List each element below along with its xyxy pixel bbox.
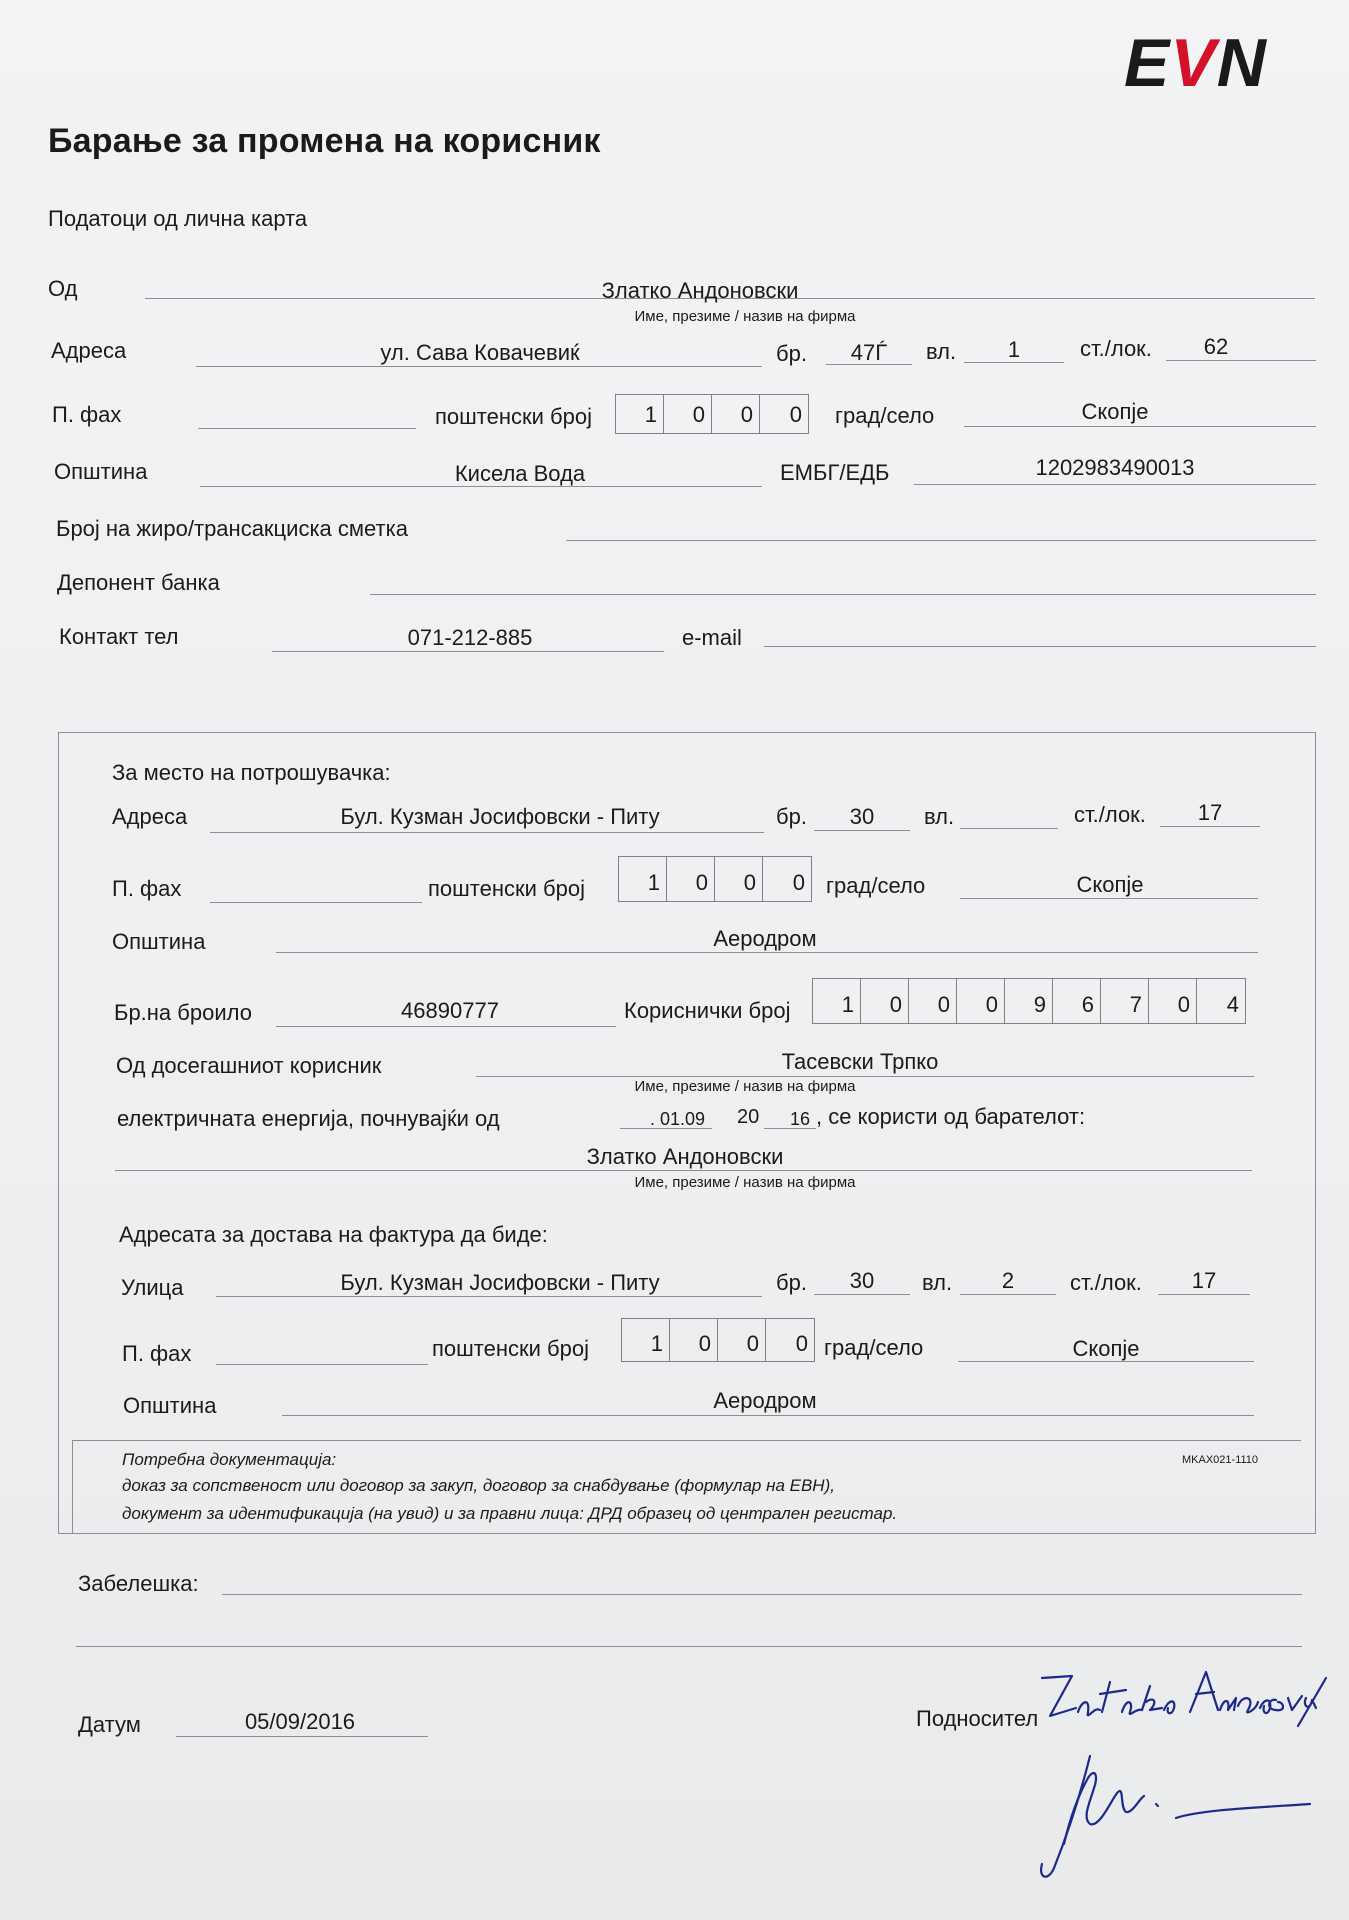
adresa-field[interactable]: ул. Сава Ковачевиќ [380,340,580,365]
start-day-month[interactable]: . 01.09 [650,1109,706,1129]
documentation-heading: Потребна документација: [122,1450,337,1469]
date-field[interactable]: 05/09/2016 [244,1709,356,1734]
section2-heading: За место на потрошувачка: [112,760,391,785]
od-label: Од [48,276,78,301]
section3-heading: Адресата за достава на фактура да биде: [119,1222,548,1247]
s3-vl-label: вл. [922,1270,953,1295]
account-field[interactable] [566,540,1316,541]
br-label: бр. [776,341,807,366]
s3-postal-code-boxes[interactable]: 1 0 0 0 [621,1318,815,1362]
s2-br-label: бр. [776,804,807,829]
s2-pfah-label: П. фах [112,876,182,901]
s2-st-field[interactable]: 17 [1197,800,1223,825]
s2-postal-label: поштенски број [428,876,585,901]
energy-suffix: , се користи од барателот: [816,1104,1086,1129]
prev-user-field[interactable]: Тасевски Трпко [781,1049,939,1074]
s3-st-label: ст./лок. [1070,1270,1142,1295]
s2-opstina-field[interactable]: Аеродром [713,926,817,951]
s2-grad-field[interactable]: Скопје [1076,872,1144,897]
start-year[interactable]: 16 [790,1109,811,1129]
note-field[interactable] [222,1594,1302,1595]
s2-vl-field[interactable] [960,828,1058,829]
opstina-field[interactable]: Кисела Вода [454,461,586,486]
s3-br-field[interactable]: 30 [849,1268,875,1293]
form-title: Барање за промена на корисник [48,122,601,160]
embg-field[interactable]: 1202983490013 [1035,455,1195,480]
note-label: Забелешка: [78,1571,199,1596]
s3-vl-field[interactable]: 2 [1001,1268,1015,1293]
vl-field[interactable]: 1 [1007,337,1021,362]
s3-opstina-field[interactable]: Аеродром [713,1388,817,1413]
pfah-field[interactable] [198,428,416,429]
evn-logo: EVN [1124,25,1267,101]
section1-heading: Податоци од лична карта [48,206,308,231]
handwritten-signature[interactable] [1030,1668,1340,1918]
grad-field[interactable]: Скопје [1081,399,1149,424]
applicant-label: Подносител [916,1706,1039,1731]
s3-postal-label: поштенски број [432,1336,589,1361]
s3-pfah-label: П. фах [122,1341,192,1366]
bank-label: Депонент банка [57,570,220,595]
prev-user-label: Од досегашниот корисник [116,1053,382,1078]
documentation-line2: документ за идентификација (на увид) и за правни лица: ДРД образец од централен регистар. [122,1504,898,1523]
email-label: e-mail [682,625,742,650]
energy-label: електричната енергија, почнувајќи од [117,1106,500,1131]
meter-field[interactable]: 46890777 [401,998,499,1023]
street-field[interactable]: Бул. Кузман Јосифовски - Питу [340,1270,660,1295]
s2-adresa-field[interactable]: Бул. Кузман Јосифовски - Питу [340,804,660,829]
date-label: Датум [78,1712,141,1737]
opstina-label: Општина [54,459,148,484]
user-number-label: Кориснички број [624,998,791,1023]
user-number-boxes[interactable]: 1 0 0 0 9 6 7 0 4 [812,978,1246,1024]
form-code: MKAX021-1110 [1182,1454,1259,1466]
st-field[interactable]: 62 [1203,334,1229,359]
documentation-line1: доказ за сопственост или договор за закуп, договор за снабдување (формулар на ЕВН), [122,1476,835,1495]
note-field-line2[interactable] [76,1646,1302,1647]
vl-label: вл. [926,339,957,364]
bank-field[interactable] [370,594,1316,595]
applicant-caption: Име, презиме / назив на фирма [634,1174,856,1191]
adresa-label: Адреса [51,338,127,363]
account-label: Број на жиро/трансакциска сметка [56,516,408,541]
s2-opstina-label: Општина [112,929,206,954]
s2-postal-code-boxes[interactable]: 1 0 0 0 [618,856,812,902]
meter-label: Бр.на броило [114,1000,252,1025]
pfah-label: П. фах [52,402,122,427]
s3-grad-field[interactable]: Скопје [1072,1336,1140,1361]
email-field[interactable] [764,646,1316,647]
postal-label: поштенски број [435,404,592,429]
applicant-field[interactable]: Златко Андоновски [586,1144,784,1169]
s2-grad-label: град/село [826,873,926,898]
phone-label: Контакт тел [59,624,179,649]
s3-grad-label: град/село [824,1335,924,1360]
st-label: ст./лок. [1080,336,1152,361]
s3-st-field[interactable]: 17 [1191,1268,1217,1293]
s2-vl-label: вл. [924,804,955,829]
embg-label: ЕМБГ/ЕДБ [780,460,890,485]
s2-adresa-label: Адреса [112,804,188,829]
street-label: Улица [121,1275,184,1300]
prev-user-caption: Име, презиме / назив на фирма [634,1078,856,1095]
s3-opstina-label: Општина [123,1393,217,1418]
s3-br-label: бр. [776,1270,807,1295]
s2-br-field[interactable]: 30 [849,804,875,829]
phone-field[interactable]: 071-212-885 [407,625,533,650]
grad-label: град/село [835,403,935,428]
s2-st-label: ст./лок. [1074,802,1146,827]
br-field[interactable]: 47Ѓ [850,340,888,365]
start-century: 20 [737,1106,760,1128]
name-caption: Име, презиме / назив на фирма [634,308,856,325]
od-field[interactable]: Златко Андоновски [601,278,799,303]
s3-pfah-field[interactable] [216,1364,428,1365]
s2-pfah-field[interactable] [210,902,422,903]
postal-code-boxes[interactable]: 1 0 0 0 [615,394,809,434]
